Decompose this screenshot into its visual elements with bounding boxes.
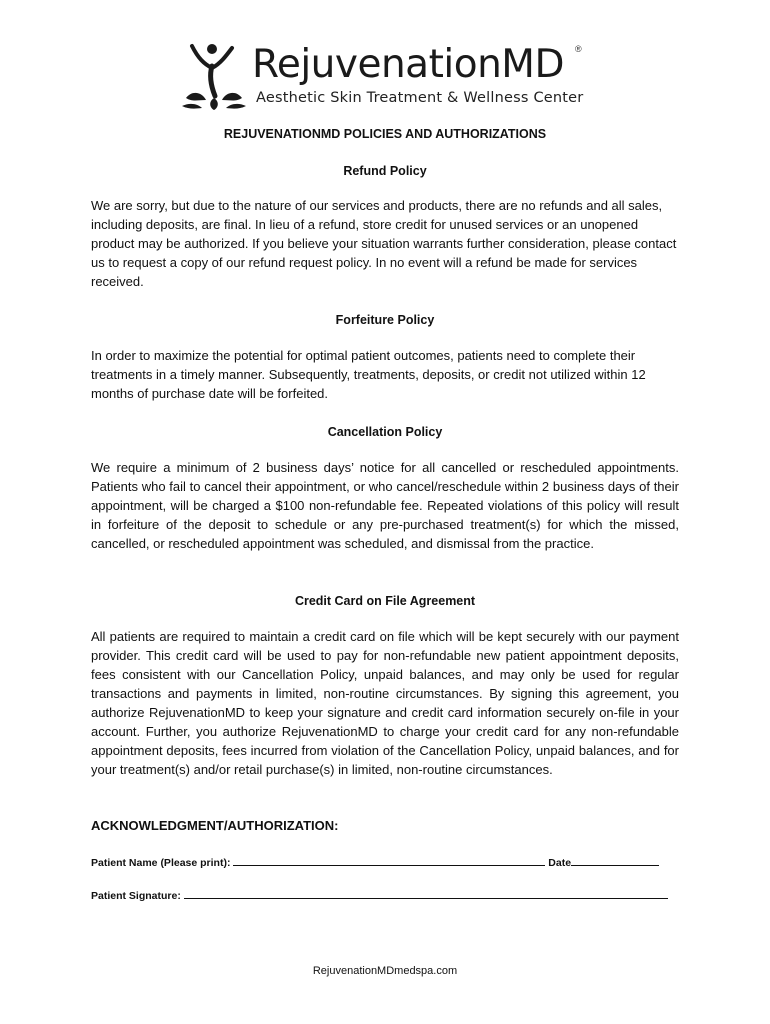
acknowledgment-heading: ACKNOWLEDGMENT/AUTHORIZATION: <box>91 818 339 833</box>
figure-with-leaves-logo-icon <box>182 40 246 110</box>
registered-mark: ® <box>575 44 582 54</box>
brand-logo <box>182 40 592 112</box>
credit-card-agreement-text: All patients are required to maintain a credit card on file which will be kept securely with our payment provider. This credit card will be used to pay for non-refundable new patient appointment deposits, fees consistent with our Cancellation Policy, unpaid balances, and may only be used for regular transactions and payments in limited, non-routine circumstances. By signing this agreement, you authorize RejuvenationMD to keep your signature and credit card information securely on-file in your account. Further, you authorize RejuvenationMD to charge your credit card for any non-refundable appointment deposits, fees incurred from violation of the Cancellation Policy, unpaid balances, and for your treatment(s) and/or retail purchase(s) in limited, non-routine circumstances. <box>91 629 679 777</box>
refund-policy-heading: Refund Policy <box>343 164 427 178</box>
date-field[interactable] <box>571 855 659 866</box>
patient-signature-field[interactable] <box>184 888 668 899</box>
date-label: Date <box>548 857 572 869</box>
brand-tagline: Aesthetic Skin Treatment & Wellness Center <box>256 90 584 106</box>
website-footer: RejuvenationMDmedspa.com <box>312 965 458 977</box>
patient-name-row <box>91 855 659 870</box>
forfeiture-policy-text: In order to maximize the potential for optimal patient outcomes, patients need to complete their treatments in a timely manner. Subsequently, treatments, deposits, or credit not utilized within 12 months of purchase date will be forfeited. <box>91 348 646 401</box>
cancellation-policy-heading: Cancellation Policy <box>327 425 443 439</box>
brand-name: RejuvenationMD <box>252 42 564 87</box>
patient-name-field[interactable] <box>233 855 545 866</box>
refund-policy-text: We are sorry, but due to the nature of our services and products, there are no refunds and all sales, including deposits, are final. In lieu of a refund, store credit for unused services or an unopened product may be authorized. If you believe your situation warrants further consideration, please contact us to request a copy of our refund request policy. In no event will a refund be made for services received. <box>91 198 677 289</box>
patient-signature-label: Patient Signature: <box>91 890 181 902</box>
cancellation-policy-text: We require a minimum of 2 business days’ notice for all cancelled or rescheduled appointments. Patients who fail to cancel their appointment, or who cancel/reschedule within 2 business days of their appointment, will be charged a $100 non-refundable fee. Repeated violations of this policy will result in forfeiture of the deposit to schedule or any pre-purchased treatment(s) for which the missed, cancelled, or rescheduled appointment was scheduled, and dismissal from the practice. <box>91 460 679 551</box>
document-title: REJUVENATIONMD POLICIES AND AUTHORIZATIONS <box>223 127 547 141</box>
forfeiture-policy-heading: Forfeiture Policy <box>335 313 435 327</box>
credit-card-agreement-heading: Credit Card on File Agreement <box>294 594 476 608</box>
patient-signature-row <box>91 888 668 903</box>
patient-name-label: Patient Name (Please print): <box>91 857 231 869</box>
